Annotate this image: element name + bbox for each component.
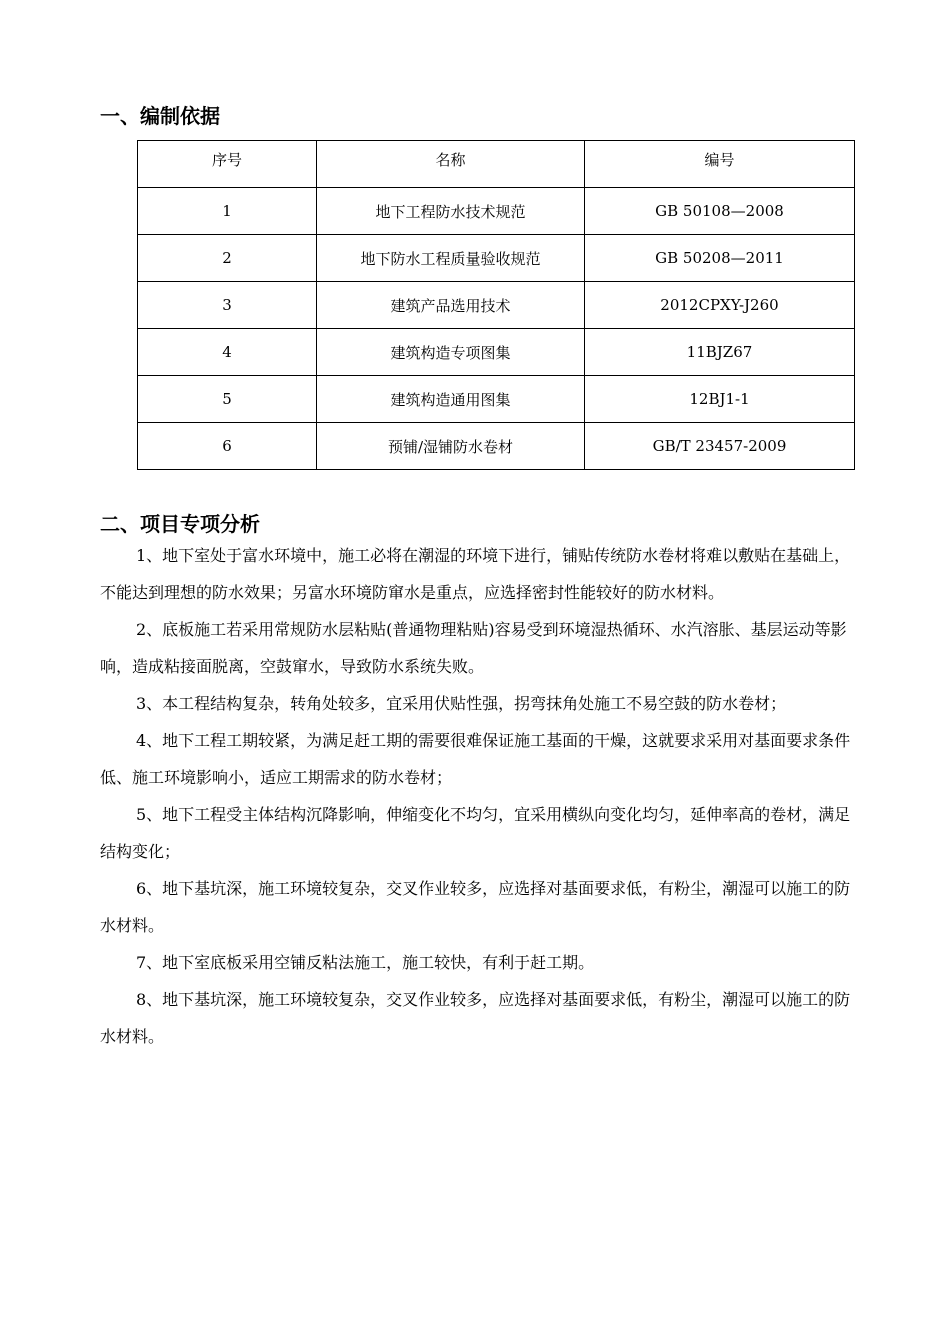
- cell-code: GB 50208—2011: [585, 235, 855, 282]
- table-row: [138, 188, 855, 235]
- header-code: 编号: [585, 141, 855, 188]
- paragraph: 6、地下基坑深，施工环境较复杂，交叉作业较多，应选择对基面要求低，有粉尘，潮湿可以施工的防水材料。: [100, 879, 851, 935]
- paragraph: 7、地下室底板采用空铺反粘法施工，施工较快，有利于赶工期。: [136, 953, 595, 972]
- paragraph: 8、地下基坑深，施工环境较复杂，交叉作业较多，应选择对基面要求低，有粉尘，潮湿可以施工的防水材料。: [100, 990, 851, 1046]
- header-name: 名称: [317, 141, 585, 188]
- cell-code: 11BJZ67: [585, 329, 855, 376]
- cell-name: 地下防水工程质量验收规范: [317, 235, 585, 282]
- cell-code: GB 50108—2008: [585, 188, 855, 235]
- section-1-title: 一、编制依据: [100, 104, 220, 128]
- table-row: [138, 235, 855, 282]
- table-row: [138, 329, 855, 376]
- cell-index: 3: [138, 282, 317, 329]
- paragraph: 3、本工程结构复杂，转角处较多，宜采用伏贴性强，拐弯抹角处施工不易空鼓的防水卷材；: [136, 694, 787, 713]
- paragraph: 4、地下工程工期较紧，为满足赶工期的需要很难保证施工基面的干燥，这就要求采用对基面要求条件低、施工环境影响小，适应工期需求的防水卷材；: [100, 731, 851, 787]
- cell-code: 2012CPXY-J260: [585, 282, 855, 329]
- cell-index: 4: [138, 329, 317, 376]
- cell-name: 预铺/湿铺防水卷材: [317, 423, 585, 470]
- cell-index: 1: [138, 188, 317, 235]
- table-row: [138, 282, 855, 329]
- paragraph: 1、地下室处于富水环境中，施工必将在潮湿的环境下进行，铺贴传统防水卷材将难以敷贴在基础上，不能达到理想的防水效果；另富水环境防窜水是重点，应选择密封性能较好的防水材料。: [100, 546, 851, 602]
- cell-index: 5: [138, 376, 317, 423]
- paragraph: 5、地下工程受主体结构沉降影响，伸缩变化不均匀，宜采用横纵向变化均匀，延伸率高的卷材，满足结构变化；: [100, 805, 851, 861]
- section-2-title: 二、项目专项分析: [100, 512, 260, 536]
- table-header-row: [138, 141, 855, 188]
- cell-name: 地下工程防水技术规范: [317, 188, 585, 235]
- analysis-body: [100, 537, 852, 1055]
- header-index: 序号: [138, 141, 317, 188]
- cell-name: 建筑构造专项图集: [317, 329, 585, 376]
- table-row: [138, 376, 855, 423]
- cell-code: GB/T 23457-2009: [585, 423, 855, 470]
- reference-table: [137, 140, 855, 470]
- cell-name: 建筑构造通用图集: [317, 376, 585, 423]
- cell-index: 2: [138, 235, 317, 282]
- cell-name: 建筑产品选用技术: [317, 282, 585, 329]
- cell-index: 6: [138, 423, 317, 470]
- table-row: [138, 423, 855, 470]
- cell-code: 12BJ1-1: [585, 376, 855, 423]
- paragraph: 2、底板施工若采用常规防水层粘贴(普通物理粘贴)容易受到环境湿热循环、水汽溶胀、基层运动等影响，造成粘接面脱离，空鼓窜水，导致防水系统失败。: [100, 620, 847, 676]
